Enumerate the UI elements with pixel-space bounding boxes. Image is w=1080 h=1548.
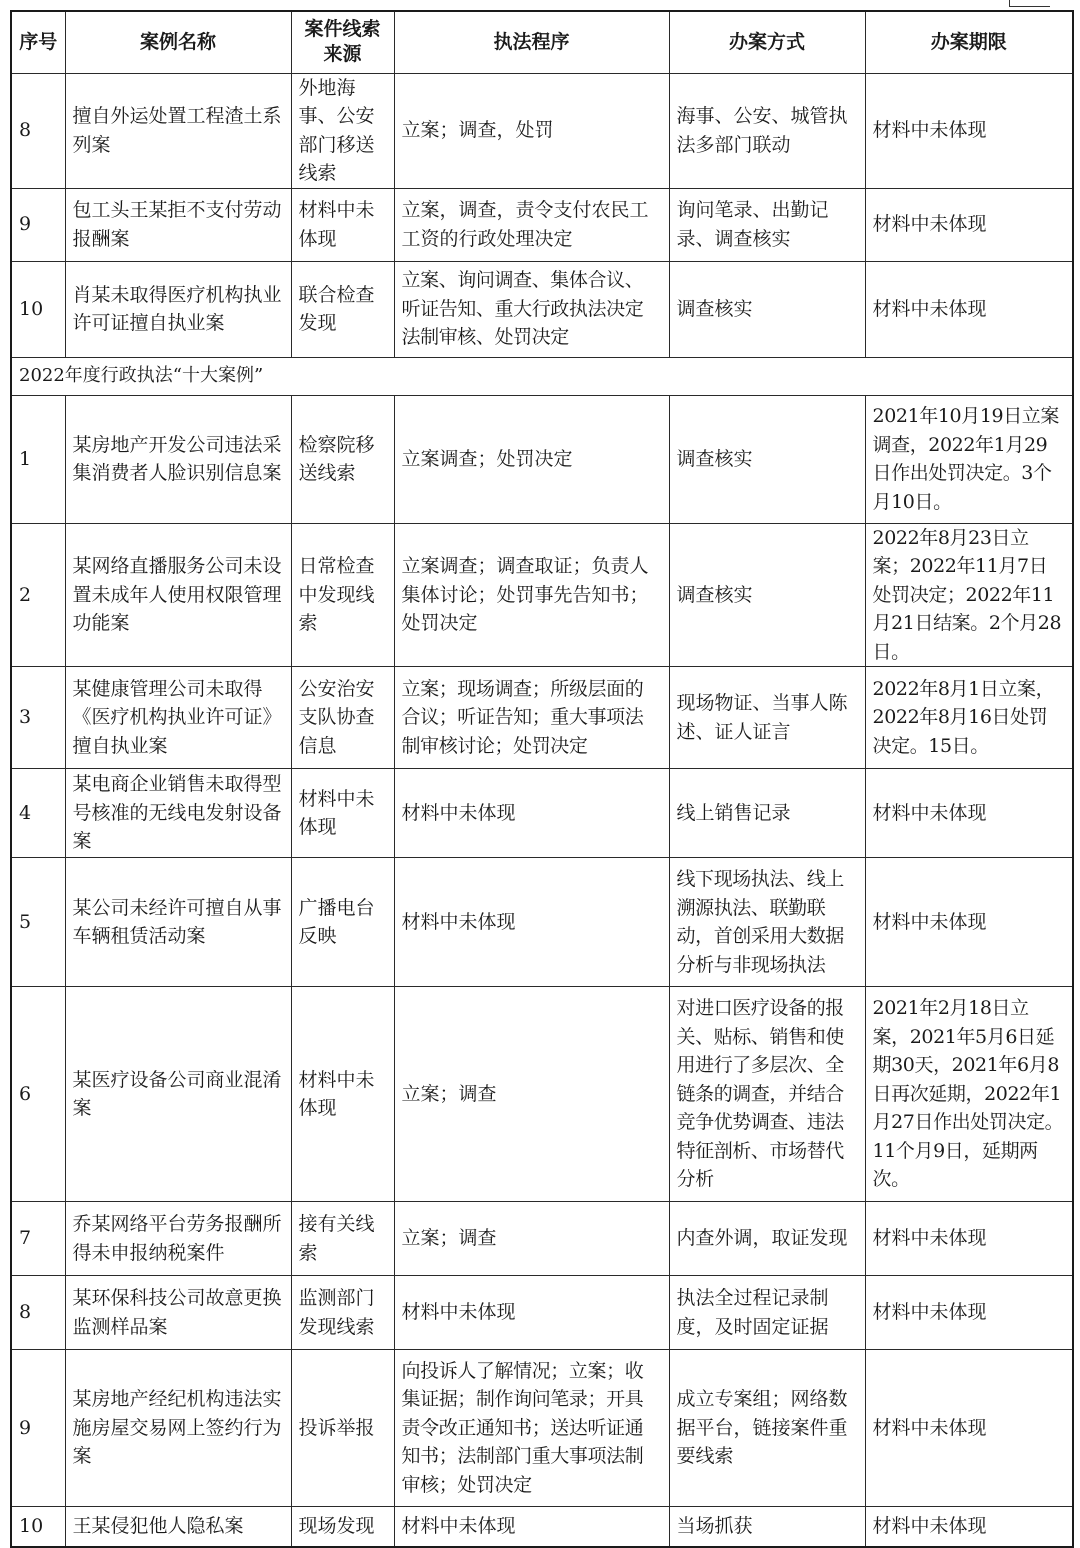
header-row [11, 11, 1073, 73]
row-case-name: 肖某未取得医疗机构执业许可证擅自执业案 [65, 261, 291, 357]
header-case-name: 案例名称 [65, 11, 291, 73]
row-source: 材料中未体现 [291, 987, 394, 1202]
row-case-name: 某医疗设备公司商业混淆案 [65, 987, 291, 1202]
row-no: 8 [11, 1276, 65, 1350]
table-row [11, 987, 1073, 1202]
header-period: 办案期限 [865, 11, 1073, 73]
row-source: 公安治安支队协查信息 [291, 667, 394, 769]
row-method: 内查外调，取证发现 [669, 1202, 865, 1276]
row-procedure: 材料中未体现 [394, 769, 669, 858]
row-no: 9 [11, 188, 65, 261]
row-source: 外地海事、公安部门移送线索 [291, 73, 394, 188]
row-no: 4 [11, 769, 65, 858]
row-method: 当场抓获 [669, 1507, 865, 1547]
row-procedure: 立案调查；处罚决定 [394, 395, 669, 523]
row-source: 广播电台反映 [291, 858, 394, 987]
row-period: 材料中未体现 [865, 1202, 1073, 1276]
row-period: 材料中未体现 [865, 261, 1073, 357]
table-row [11, 1507, 1073, 1547]
row-procedure: 立案、询问调查、集体合议、听证告知、重大行政执法决定法制审核、处罚决定 [394, 261, 669, 357]
row-period: 2022年8月23日立案；2022年11月7日处罚决定；2022年11月21日结案。2个月28日。 [865, 523, 1073, 667]
row-no: 5 [11, 858, 65, 987]
table-row [11, 858, 1073, 987]
row-no: 2 [11, 523, 65, 667]
row-method: 成立专案组；网络数据平台，链接案件重要线索 [669, 1350, 865, 1507]
row-method: 执法全过程记录制度，及时固定证据 [669, 1276, 865, 1350]
table-row [11, 667, 1073, 769]
row-case-name: 某房地产经纪机构违法实施房屋交易网上签约行为案 [65, 1350, 291, 1507]
row-case-name: 某健康管理公司未取得《医疗机构执业许可证》擅自执业案 [65, 667, 291, 769]
row-source: 材料中未体现 [291, 769, 394, 858]
row-period: 材料中未体现 [865, 858, 1073, 987]
row-no: 1 [11, 395, 65, 523]
row-period: 材料中未体现 [865, 188, 1073, 261]
row-source: 接有关线索 [291, 1202, 394, 1276]
row-no: 9 [11, 1350, 65, 1507]
row-case-name: 某公司未经许可擅自从事车辆租赁活动案 [65, 858, 291, 987]
case-table [10, 10, 1074, 1548]
row-case-name: 乔某网络平台劳务报酬所得未申报纳税案件 [65, 1202, 291, 1276]
header-no: 序号 [11, 11, 65, 73]
row-source: 材料中未体现 [291, 188, 394, 261]
row-method: 海事、公安、城管执法多部门联动 [669, 73, 865, 188]
table-row [11, 769, 1073, 858]
row-period: 材料中未体现 [865, 1276, 1073, 1350]
row-case-name: 包工头王某拒不支付劳动报酬案 [65, 188, 291, 261]
row-period: 材料中未体现 [865, 1507, 1073, 1547]
row-procedure: 立案；调查 [394, 1202, 669, 1276]
row-source: 投诉举报 [291, 1350, 394, 1507]
row-method: 现场物证、当事人陈述、证人证言 [669, 667, 865, 769]
row-case-name: 某电商企业销售未取得型号核准的无线电发射设备案 [65, 769, 291, 858]
row-no: 10 [11, 1507, 65, 1547]
row-method: 对进口医疗设备的报关、贴标、销售和使用进行了多层次、全链条的调查，并结合竞争优势调查、违法特征剖析、市场替代分析 [669, 987, 865, 1202]
row-period: 材料中未体现 [865, 769, 1073, 858]
row-method: 调查核实 [669, 395, 865, 523]
row-no: 3 [11, 667, 65, 769]
row-case-name: 王某侵犯他人隐私案 [65, 1507, 291, 1547]
row-source: 联合检查发现 [291, 261, 394, 357]
table-row [11, 1202, 1073, 1276]
table-row [11, 73, 1073, 188]
row-no: 6 [11, 987, 65, 1202]
row-source: 日常检查中发现线索 [291, 523, 394, 667]
row-procedure: 材料中未体现 [394, 1276, 669, 1350]
row-case-name: 擅自外运处置工程渣土系列案 [65, 73, 291, 188]
table-row [11, 523, 1073, 667]
row-procedure: 立案；调查，处罚 [394, 73, 669, 188]
table-row [11, 1350, 1073, 1507]
row-method: 线上销售记录 [669, 769, 865, 858]
row-source: 现场发现 [291, 1507, 394, 1547]
row-procedure: 立案调查；调查取证；负责人集体讨论；处罚事先告知书；处罚决定 [394, 523, 669, 667]
page-corner-mark [1009, 0, 1050, 7]
row-method: 调查核实 [669, 261, 865, 357]
row-case-name: 某房地产开发公司违法采集消费者人脸识别信息案 [65, 395, 291, 523]
row-no: 10 [11, 261, 65, 357]
table-row [11, 395, 1073, 523]
header-method: 办案方式 [669, 11, 865, 73]
table-row [11, 261, 1073, 357]
row-source: 检察院移送线索 [291, 395, 394, 523]
row-method: 询问笔录、出勤记录、调查核实 [669, 188, 865, 261]
row-procedure: 立案；调查 [394, 987, 669, 1202]
table-row [11, 1276, 1073, 1350]
row-source: 监测部门发现线索 [291, 1276, 394, 1350]
row-method: 线下现场执法、线上溯源执法、联勤联动，首创采用大数据分析与非现场执法 [669, 858, 865, 987]
row-case-name: 某网络直播服务公司未设置未成年人使用权限管理功能案 [65, 523, 291, 667]
row-period: 材料中未体现 [865, 73, 1073, 188]
row-period: 材料中未体现 [865, 1350, 1073, 1507]
row-procedure: 材料中未体现 [394, 1507, 669, 1547]
row-procedure: 向投诉人了解情况；立案；收集证据；制作询问笔录；开具责令改正通知书；送达听证通知书；法制部门重大事项法制审核；处罚决定 [394, 1350, 669, 1507]
row-procedure: 立案，调查，责令支付农民工工资的行政处理决定 [394, 188, 669, 261]
row-period: 2021年10月19日立案调查，2022年1月29日作出处罚决定。3个月10日。 [865, 395, 1073, 523]
section-title: 2022年度行政执法“十大案例” [11, 357, 1073, 395]
table-row [11, 188, 1073, 261]
row-period: 2021年2月18日立案，2021年5月6日延期30天，2021年6月8日再次延期，2022年1月27日作出处罚决定。11个月9日，延期两次。 [865, 987, 1073, 1202]
row-no: 7 [11, 1202, 65, 1276]
row-period: 2022年8月1日立案，2022年8月16日处罚决定。15日。 [865, 667, 1073, 769]
section-row [11, 357, 1073, 395]
row-no: 8 [11, 73, 65, 188]
row-procedure: 材料中未体现 [394, 858, 669, 987]
header-procedure: 执法程序 [394, 11, 669, 73]
row-method: 调查核实 [669, 523, 865, 667]
header-source: 案件线索来源 [291, 11, 394, 73]
row-case-name: 某环保科技公司故意更换监测样品案 [65, 1276, 291, 1350]
row-procedure: 立案；现场调查；所级层面的合议；听证告知；重大事项法制审核讨论；处罚决定 [394, 667, 669, 769]
